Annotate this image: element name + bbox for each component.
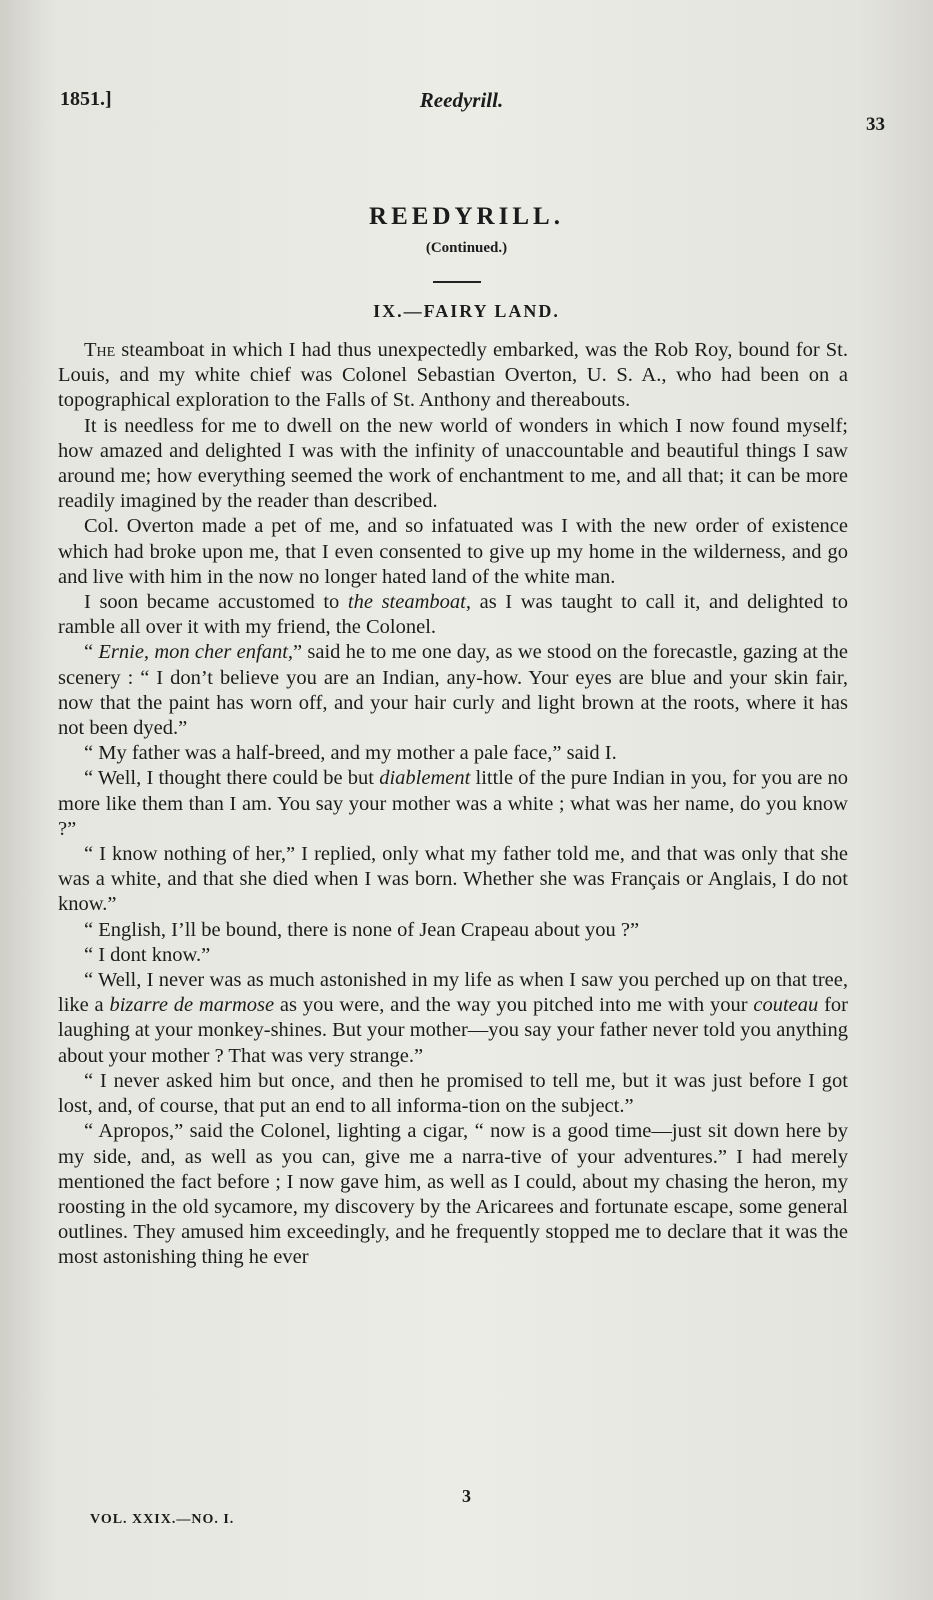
paragraph-13: “ Apropos,” said the Colonel, lighting a cigar, “ now is a good time—just sit down here by my side, and, as well as you can, give me a narra-tive of your adventures.” I had merely mentioned the fact before ; I now gave him, as well as I could, about my chasing the heron, my roosting in the old sycamore, my discovery by the Aricarees and fortunate escape, some general outlines. They amused him exceedingly, and he frequently stopped me to declare that it was the most astonishing thing he ever: [58, 1120, 848, 1269]
italic-phrase: the steamboat,: [347, 591, 471, 614]
paragraph-3: Col. Overton made a pet of me, and so infatuated was I with the new order of existence which had broke upon me, that I even consented to give up my home in the wilderness, and go and live with him in the now no longer hated land of the white man.: [58, 515, 848, 588]
page-number: 33: [866, 114, 885, 135]
paragraph-12: “ I never asked him but once, and then he promised to tell me, but it was just before I got lost, and, of course, that put an end to all informa-tion on the subject.”: [58, 1069, 848, 1118]
body-text: [58, 338, 848, 1271]
paragraph-7: “ Well, I thought there could be but diablement little of the pure Indian in you, for you are no more like them than I am. You say your mother was a white ; what was her name, do you know ?”: [58, 767, 849, 840]
chapter-heading: IX.—FAIRY LAND.: [373, 301, 560, 321]
paragraph-1: The steamboat in which I had thus unexpectedly embarked, was the Rob Roy, bound for St. Louis, and my white chief was Colonel Sebastian Overton, U. S. A., who had been on a topographical exploration to the Falls of St. Anthony and thereabouts.: [58, 339, 848, 412]
italic-phrase: bizarre de marmose: [109, 994, 275, 1017]
paragraph-4: I soon became accustomed to the steamboat, as I was taught to call it, and delighted to ramble all over it with my friend, the Colonel.: [58, 591, 849, 639]
running-head: [60, 88, 885, 135]
paragraph-5: “ Ernie, mon cher enfant,” said he to me one day, as we stood on the forecastle, gazing at the scenery : “ I don’t believe you are an Indian, any-how. Your eyes are blue and your skin fair, now that the paint has worn off, and your hair curly and light brown at the roots, where it has not been dyed.”: [58, 641, 848, 740]
italic-phrase: couteau: [753, 994, 819, 1017]
paragraph-2: It is needless for me to dwell on the new world of wonders in which I now found myself; how amazed and delighted I was with the infinity of unaccountable and beautiful things I saw around me; how everything seemed the work of enchantment to me, and all that; it can be more readily imagined by the reader than described.: [58, 414, 848, 513]
paragraph-8: “ I know nothing of her,” I replied, only what my father told me, and that was only that she was a white, and that she died when I was born. Whether she was Français or Anglais, I do not know.”: [58, 843, 848, 916]
italic-phrase: Ernie, mon cher enfant,: [98, 641, 294, 664]
article-title: REEDYRILL.: [369, 203, 564, 230]
running-head-year: 1851.]: [60, 88, 112, 110]
paragraph-lead: The: [84, 339, 116, 361]
volume-footer: VOL. XXIX.—NO. I.: [90, 1512, 235, 1527]
italic-phrase: diablement: [379, 767, 471, 790]
signature-mark: 3: [462, 1486, 471, 1506]
paragraph-6: “ My father was a half-breed, and my mother a pale face,” said I.: [84, 742, 617, 765]
paragraph-11: “ Well, I never was as much astonished in my life as when I saw you perched up on that tree, like a bizarre de marmose as you were, and the way you pitched into me with your couteau for laughing at your monkey-shines. But your mother—you say your father never told you anything about your mother ? That was very strange.”: [58, 969, 849, 1067]
article-subtitle: (Continued.): [425, 240, 508, 256]
paragraph-10: “ I dont know.”: [84, 943, 211, 966]
title-rule: [433, 281, 481, 283]
paragraph-9: “ English, I’ll be bound, there is none of Jean Crapeau about you ?”: [84, 918, 640, 941]
running-head-title: Reedyrill.: [419, 88, 504, 112]
